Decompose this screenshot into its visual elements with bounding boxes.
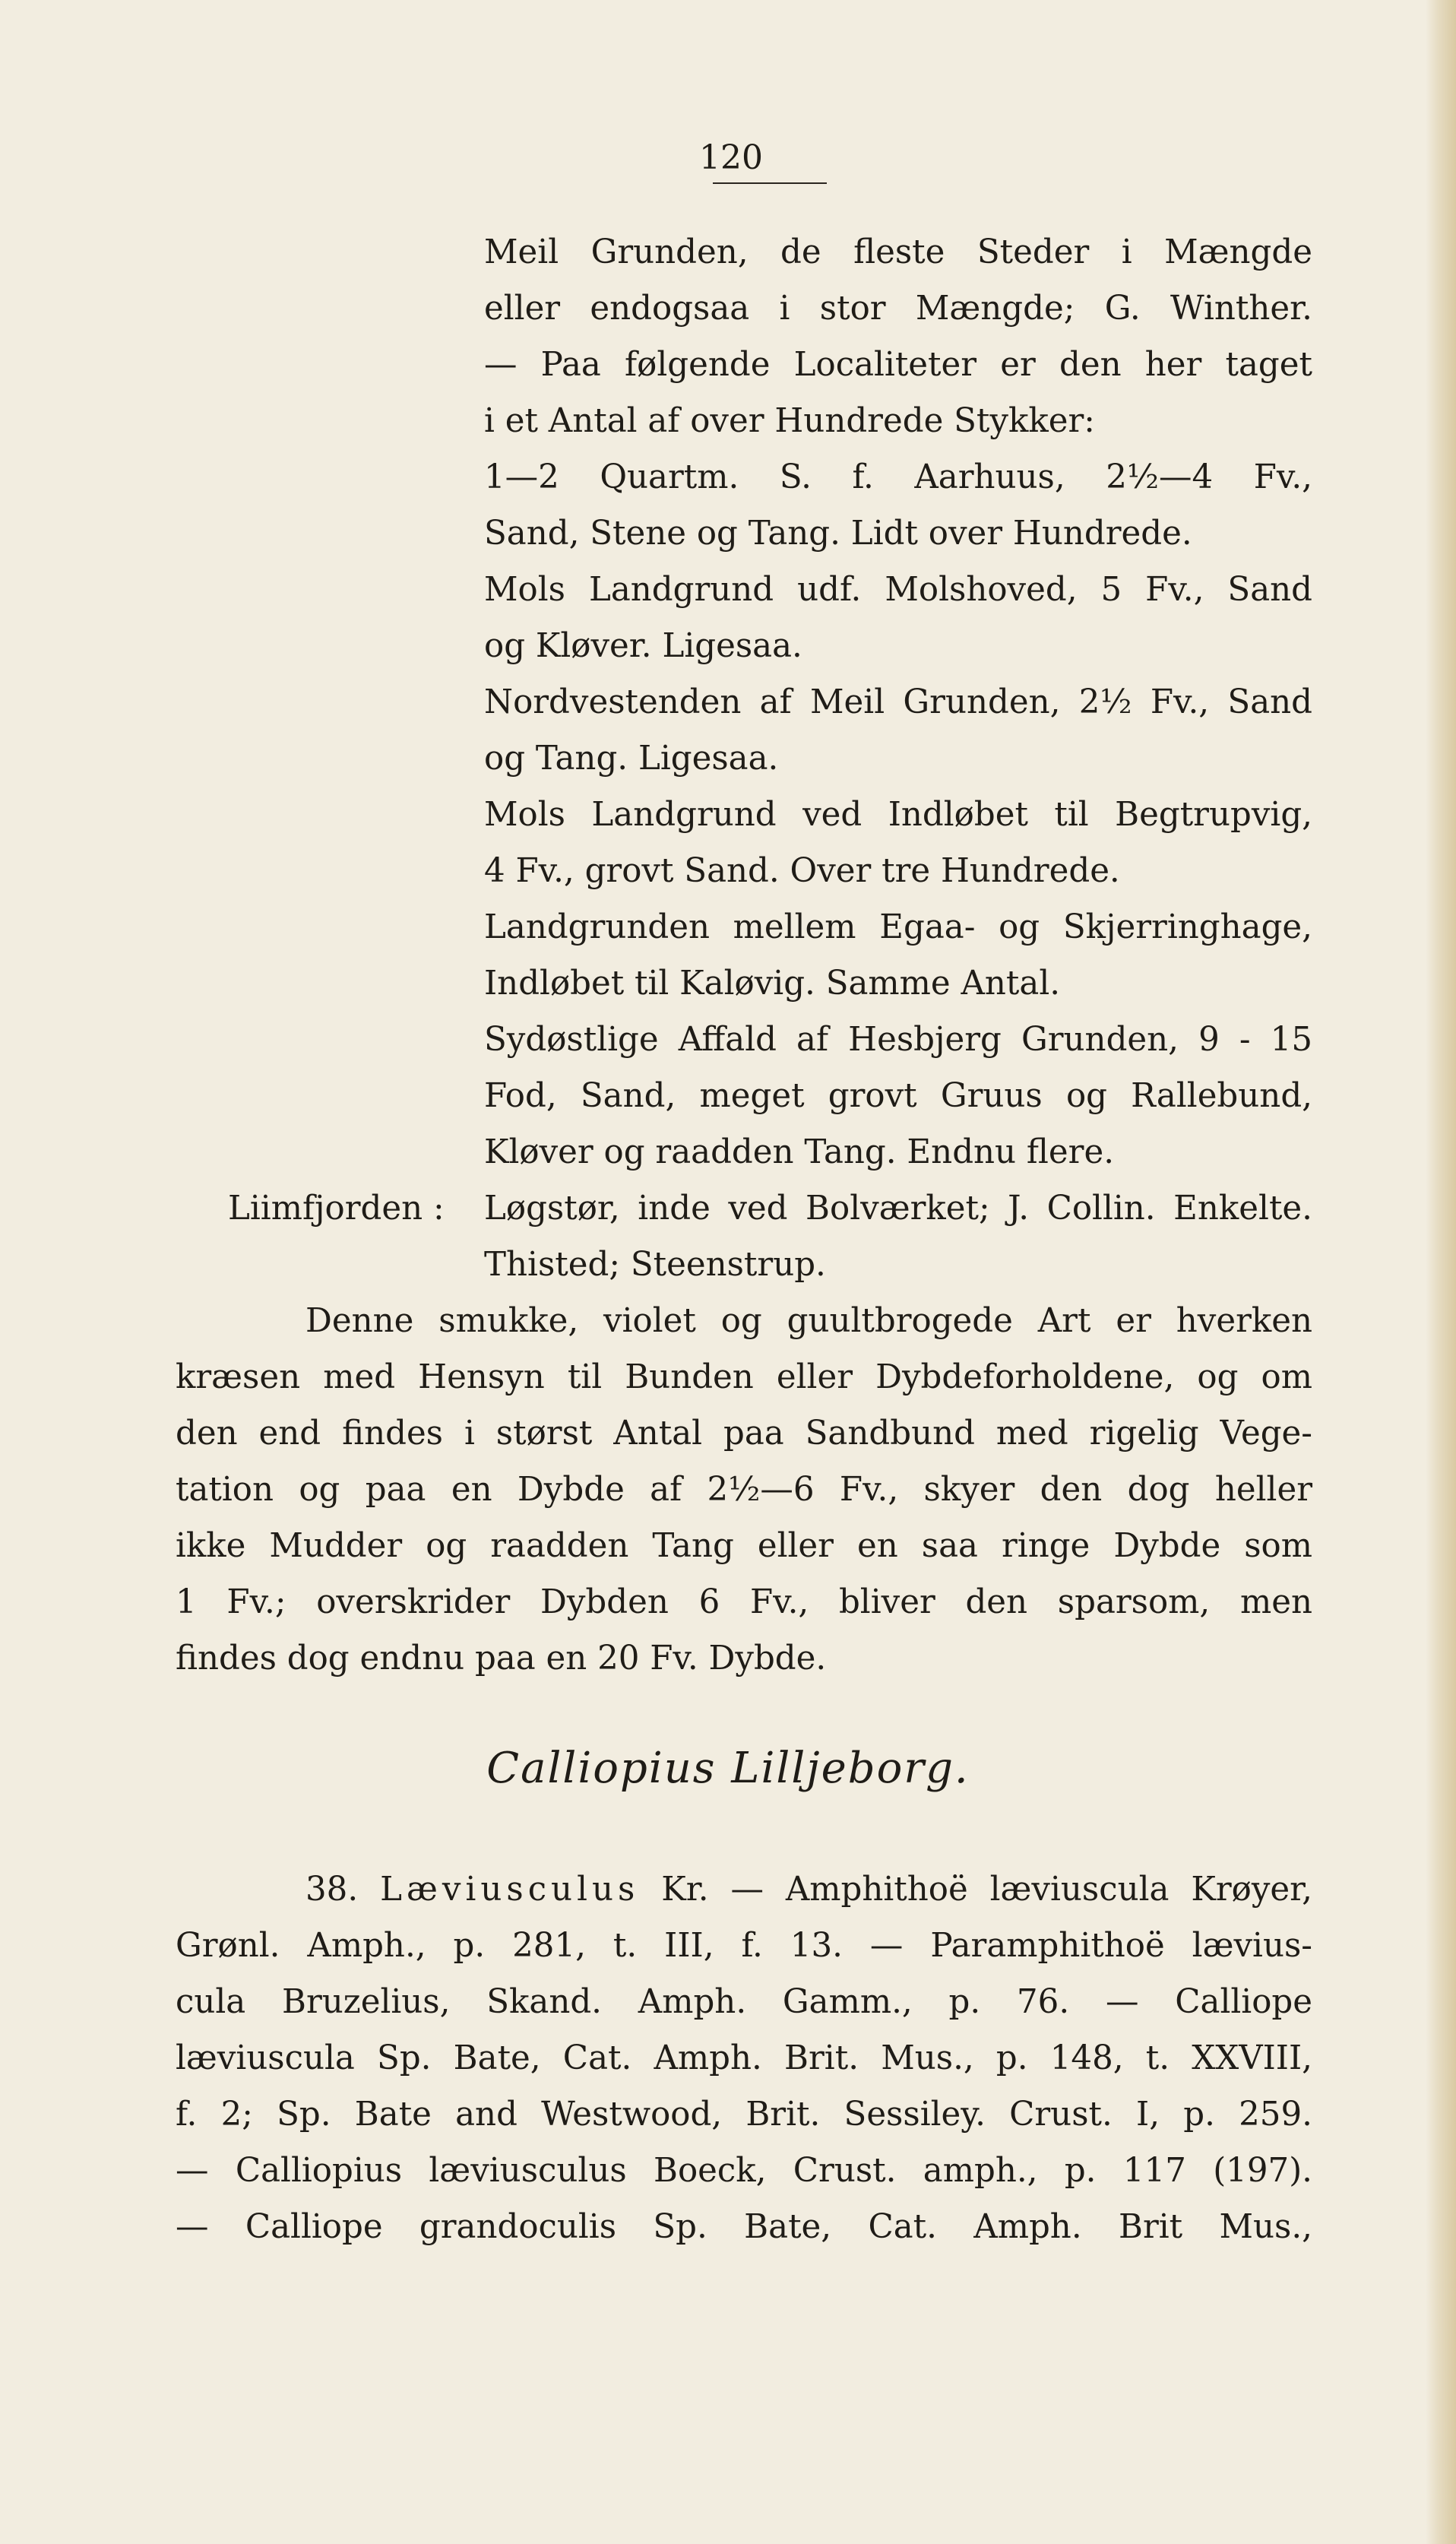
text-line: tation og paa en Dybde af 2½—6 Fv., skyer den dog heller — [176, 1471, 1312, 1509]
locality-label: Liimfjorden : — [228, 1190, 445, 1228]
text-line: og Kløver. Ligesaa. — [484, 627, 802, 665]
page-edge-shadow — [1426, 0, 1456, 2544]
text-line: Fod, Sand, meget grovt Gruus og Rallebund, — [484, 1077, 1312, 1115]
species-number: 38. — [305, 1871, 359, 1909]
text-line: læviuscula Sp. Bate, Cat. Amph. Brit. Mus., p. 148, t. XXVIII, — [176, 2039, 1312, 2077]
text-line: Grønl. Amph., p. 281, t. III, f. 13. — Paramphithoë lævius- — [176, 1927, 1312, 1965]
text-line: Nordvestenden af Meil Grunden, 2½ Fv., Sand — [484, 683, 1312, 721]
text-line: 4 Fv., grovt Sand. Over tre Hundrede. — [484, 852, 1120, 890]
text-line: Meil Grunden, de fleste Steder i Mængde — [484, 233, 1312, 271]
text-line: findes dog endnu paa en 20 Fv. Dybde. — [176, 1640, 827, 1678]
page-number: 120 — [699, 138, 763, 177]
text-line: 1 Fv.; overskrider Dybden 6 Fv., bliver den sparsom, men — [176, 1583, 1312, 1621]
text-line: og Tang. Ligesaa. — [484, 740, 779, 778]
text-line: Sand, Stene og Tang. Lidt over Hundrede. — [484, 515, 1192, 553]
text-line: Thisted; Steenstrup. — [484, 1246, 826, 1284]
text-line: 1—2 Quartm. S. f. Aarhuus, 2½—4 Fv., — [484, 458, 1312, 496]
text-line: Løgstør, inde ved Bolværket; J. Collin. Enkelte. — [484, 1190, 1312, 1228]
text-line: i et Antal af over Hundrede Stykker: — [484, 402, 1095, 440]
text-line: — Paa følgende Localiteter er den her taget — [484, 346, 1312, 384]
page-number-rule — [713, 182, 827, 184]
text-line: eller endogsaa i stor Mængde; G. Winther. — [484, 290, 1312, 328]
text-line: — Calliope grandoculis Sp. Bate, Cat. Amph. Brit Mus., — [176, 2208, 1312, 2246]
text-line: Landgrunden mellem Egaa- og Skjerringhage, — [484, 908, 1312, 946]
text-line: ikke Mudder og raadden Tang eller en saa ringe Dybde som — [176, 1527, 1312, 1565]
text-line: kræsen med Hensyn til Bunden eller Dybdeforholdene, og om — [176, 1358, 1312, 1396]
species-text: Kr. — Amphithoë læviuscula Krøyer, — [661, 1871, 1313, 1909]
text-line: Sydøstlige Affald af Hesbjerg Grunden, 9 - 15 — [484, 1021, 1312, 1059]
text-line: Indløbet til Kaløvig. Samme Antal. — [484, 965, 1061, 1003]
text-line: Denne smukke, violet og guultbrogede Art er hverken — [305, 1302, 1312, 1340]
genus-heading: Calliopius Lilljeborg. — [486, 1744, 970, 1793]
text-line: Kløver og raadden Tang. Endnu flere. — [484, 1133, 1115, 1171]
species-name: Læviusculus — [380, 1871, 640, 1909]
text-line: — Calliopius læviusculus Boeck, Crust. amph., p. 117 (197). — [176, 2152, 1312, 2190]
text-line: den end findes i størst Antal paa Sandbund med rigelig Vege- — [176, 1415, 1312, 1453]
species-first-line — [305, 1867, 1312, 1912]
text-line: cula Bruzelius, Skand. Amph. Gamm., p. 76. — Calliope — [176, 1983, 1312, 2021]
text-line: Mols Landgrund ved Indløbet til Begtrupvig, — [484, 796, 1312, 834]
text-line: Mols Landgrund udf. Molshoved, 5 Fv., Sand — [484, 571, 1312, 609]
text-line: f. 2; Sp. Bate and Westwood, Brit. Sessiley. Crust. I, p. 259. — [176, 2096, 1312, 2134]
